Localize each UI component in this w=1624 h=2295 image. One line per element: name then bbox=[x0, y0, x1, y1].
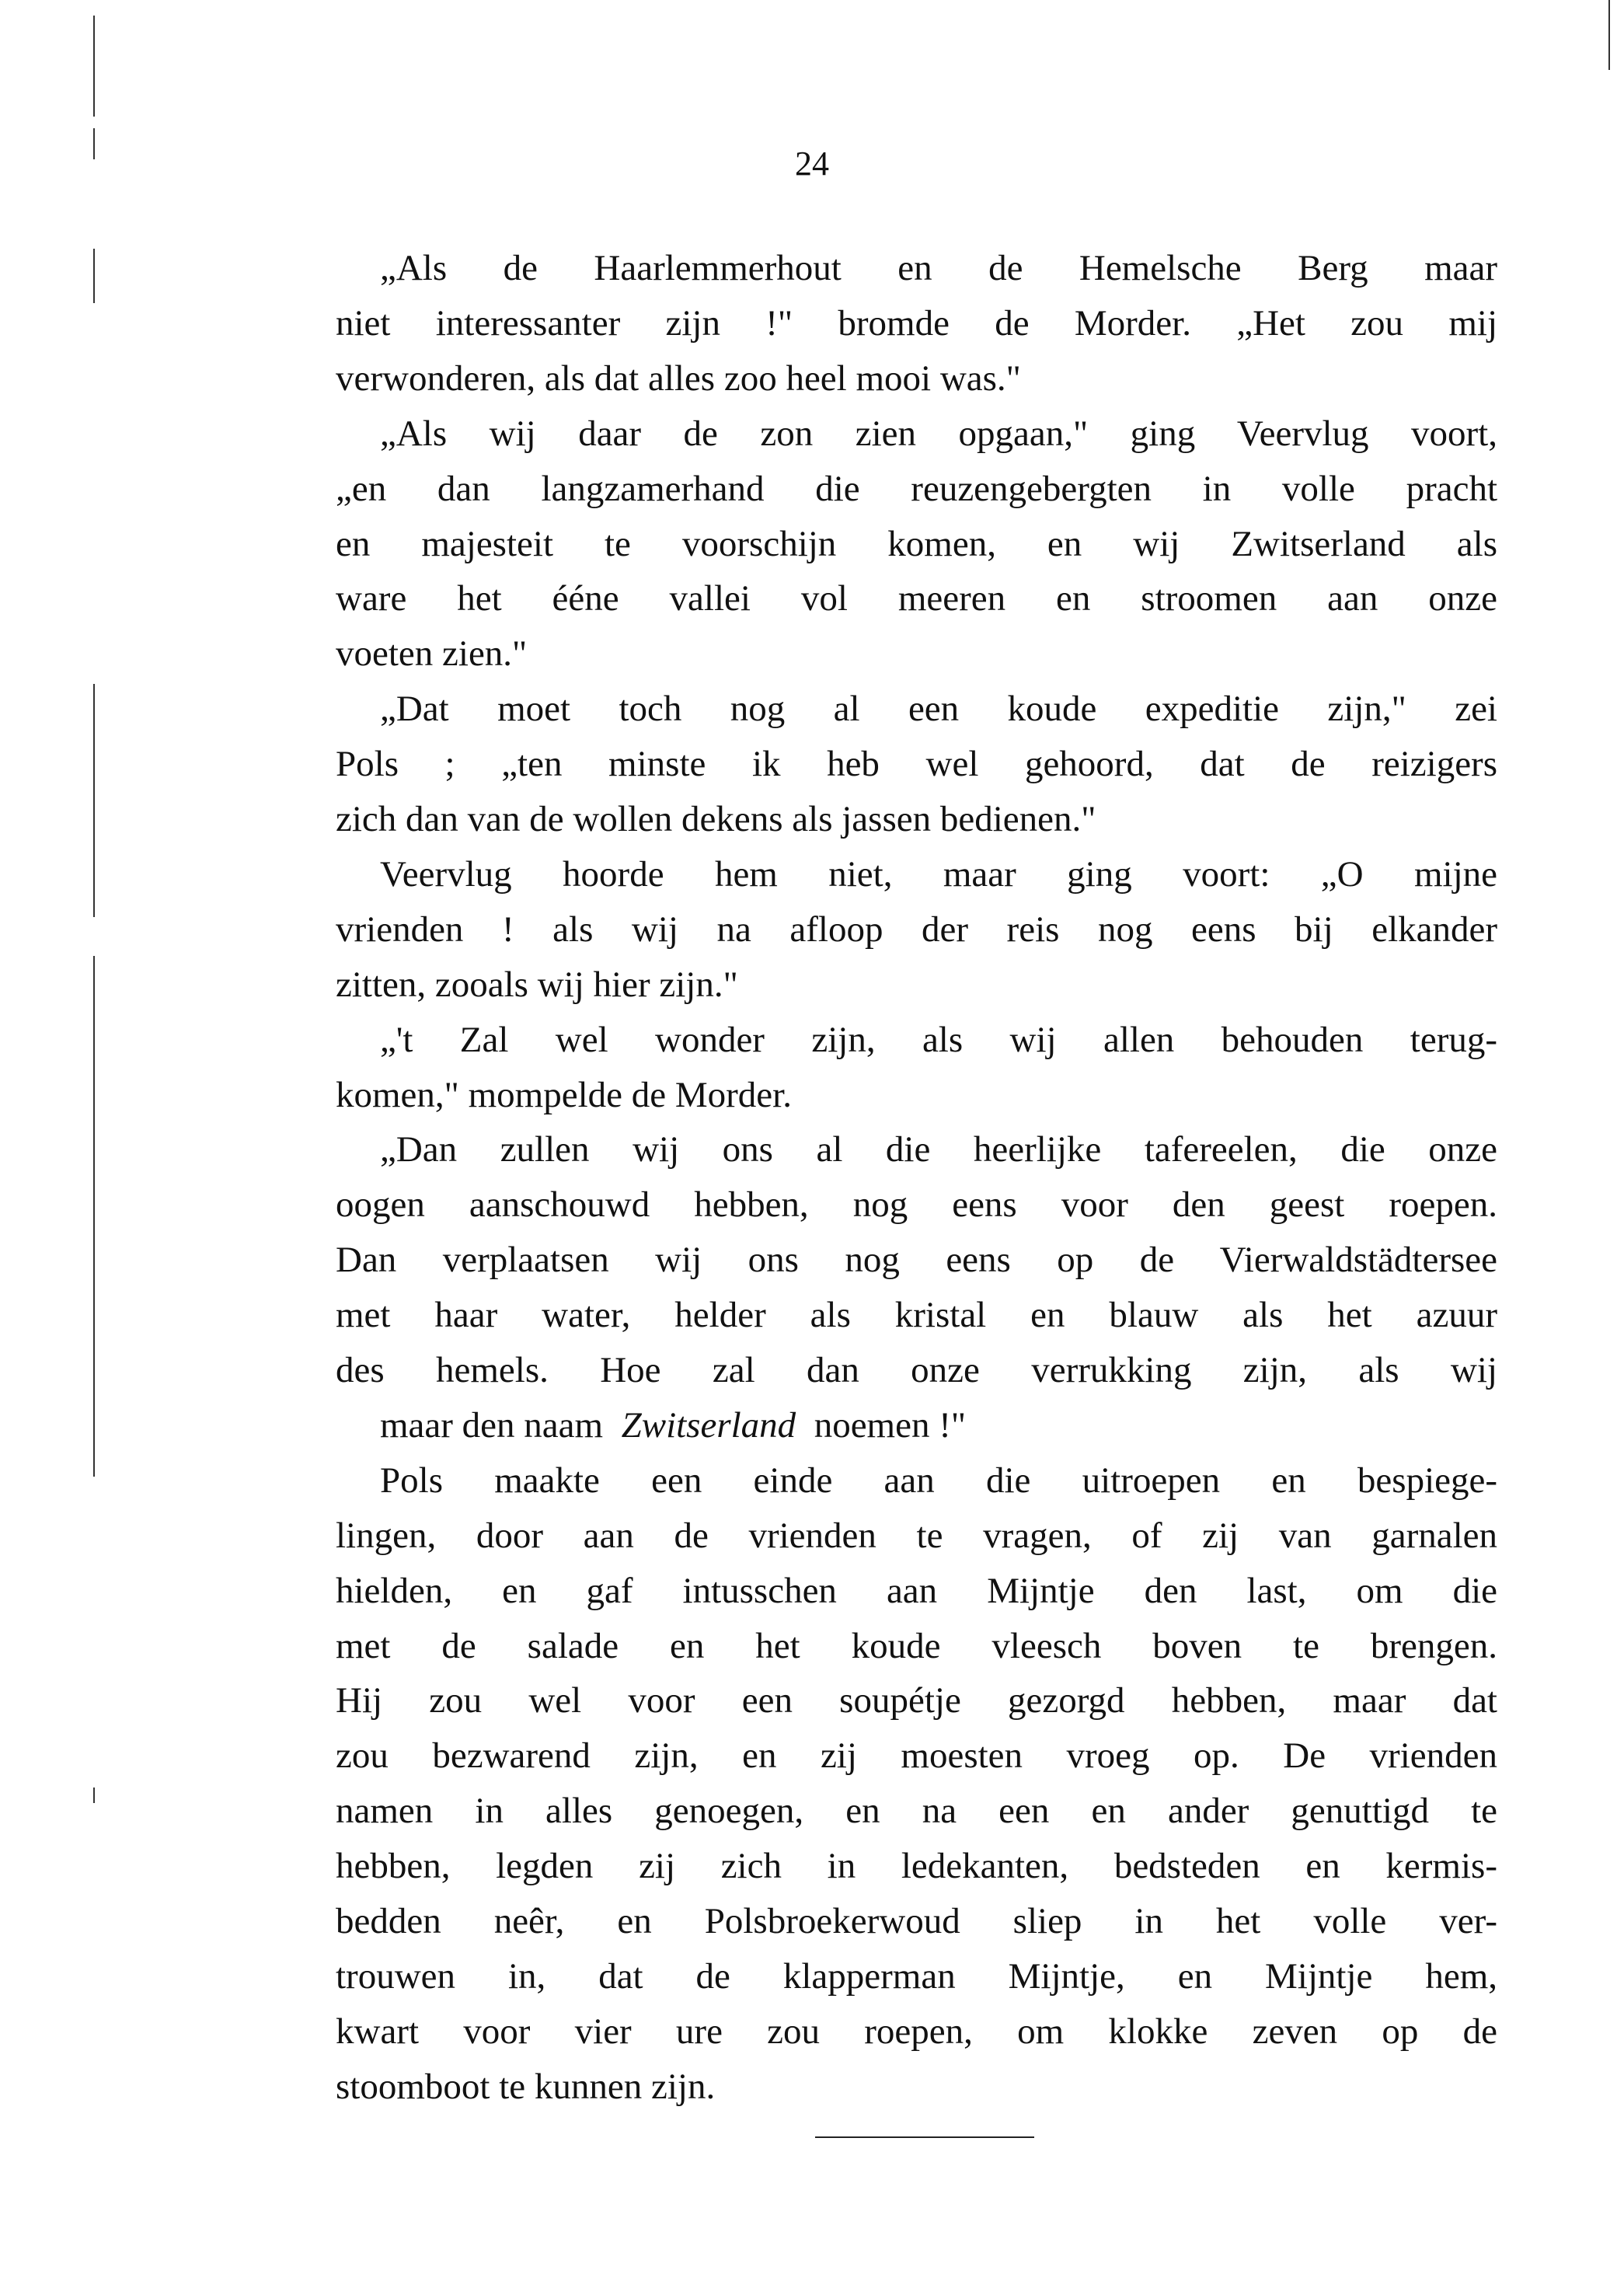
scan-mark bbox=[93, 16, 95, 117]
scan-mark bbox=[93, 956, 95, 1111]
text-line: Hij zou wel voor een soupétje gezorgd hebben, maar dat bbox=[336, 1680, 1497, 1721]
text-line: „Als de Haarlemmerhout en de Hemelsche Berg maar bbox=[380, 248, 1497, 288]
scan-mark bbox=[93, 1788, 95, 1803]
text-line: hielden, en gaf intusschen aan Mijntje den last, om die bbox=[336, 1570, 1497, 1611]
text-line: vrienden ! als wij na afloop der reis nog eens bij elkander bbox=[336, 909, 1497, 950]
text-line: Pols maakte een einde aan die uitroepen en bespiege- bbox=[380, 1460, 1497, 1501]
text-line: niet interessanter zijn !" bromde de Morder. „Het zou mij bbox=[336, 302, 1497, 344]
text-line: Pols ; „ten minste ik heb wel gehoord, dat de reizigers bbox=[336, 744, 1497, 785]
text-line: hebben, legden zij zich in ledekanten, bedsteden en kermis- bbox=[336, 1846, 1497, 1887]
italic-word: Zwitserland bbox=[621, 1404, 796, 1446]
scan-mark bbox=[1608, 0, 1610, 70]
scan-mark bbox=[93, 684, 95, 870]
text-line: zitten, zooals wij hier zijn." bbox=[336, 964, 738, 1005]
text-line: komen," mompelde de Morder. bbox=[336, 1074, 792, 1115]
scan-mark bbox=[93, 249, 95, 303]
text-line: „'t Zal wel wonder zijn, als wij allen behouden terug- bbox=[380, 1019, 1497, 1060]
text-line: trouwen in, dat de klapperman Mijntje, en Mijntje hem, bbox=[336, 1955, 1497, 1997]
scan-mark bbox=[93, 128, 95, 159]
page-number: 24 bbox=[795, 145, 829, 183]
text-line: stoomboot te kunnen zijn. bbox=[336, 2066, 716, 2107]
text-line: met haar water, helder als kristal en blauw als het azuur bbox=[336, 1295, 1497, 1336]
text-line: ware het ééne vallei vol meeren en stroomen aan onze bbox=[336, 578, 1497, 619]
text-line: kwart voor vier ure zou roepen, om klokke zeven op de bbox=[336, 2011, 1497, 2052]
text-line: Veervlug hoorde hem niet, maar ging voort: „O mijne bbox=[380, 853, 1497, 895]
text-line: verwonderen, als dat alles zoo heel mooi was." bbox=[336, 358, 1021, 399]
text-line: met de salade en het koude vleesch boven te brengen. bbox=[336, 1625, 1497, 1666]
end-rule-divider bbox=[815, 2136, 1034, 2138]
text-line: des hemels. Hoe zal dan onze verrukking zijn, als wij bbox=[336, 1350, 1497, 1390]
text-line: namen in alles genoegen, en na een en ander genuttigd te bbox=[336, 1791, 1497, 1832]
text-line: en majesteit te voorschijn komen, en wij Zwitserland als bbox=[336, 523, 1497, 564]
text-line: oogen aanschouwd hebben, nog eens voor den geest roepen. bbox=[336, 1184, 1497, 1226]
text-line: voeten zien." bbox=[336, 633, 528, 675]
text-line: „en dan langzamerhand die reuzengebergten in volle pracht bbox=[336, 468, 1497, 509]
scan-mark bbox=[93, 870, 95, 917]
text-line: „Dan zullen wij ons al die heerlijke tafereelen, die onze bbox=[380, 1129, 1497, 1170]
text-line: Dan verplaatsen wij ons nog eens op de Vierwaldstädtersee bbox=[336, 1240, 1497, 1281]
text-line: „Dat moet toch nog al een koude expeditie zijn," zei bbox=[380, 689, 1497, 730]
text-line: zou bezwarend zijn, en zij moesten vroeg op. De vrienden bbox=[336, 1735, 1497, 1777]
text-line: „Als wij daar de zon zien opgaan," ging Veervlug voort, bbox=[380, 413, 1497, 454]
text-line: zich dan van de wollen dekens als jassen bedienen." bbox=[336, 799, 1096, 839]
text-line: maar den naam Zwitserland noemen !" bbox=[380, 1404, 967, 1446]
scan-mark bbox=[93, 1104, 95, 1477]
text-line: lingen, door aan de vrienden te vragen, of zij van garnalen bbox=[336, 1515, 1497, 1556]
text-line: bedden neêr, en Polsbroekerwoud sliep in het volle ver- bbox=[336, 1901, 1497, 1941]
